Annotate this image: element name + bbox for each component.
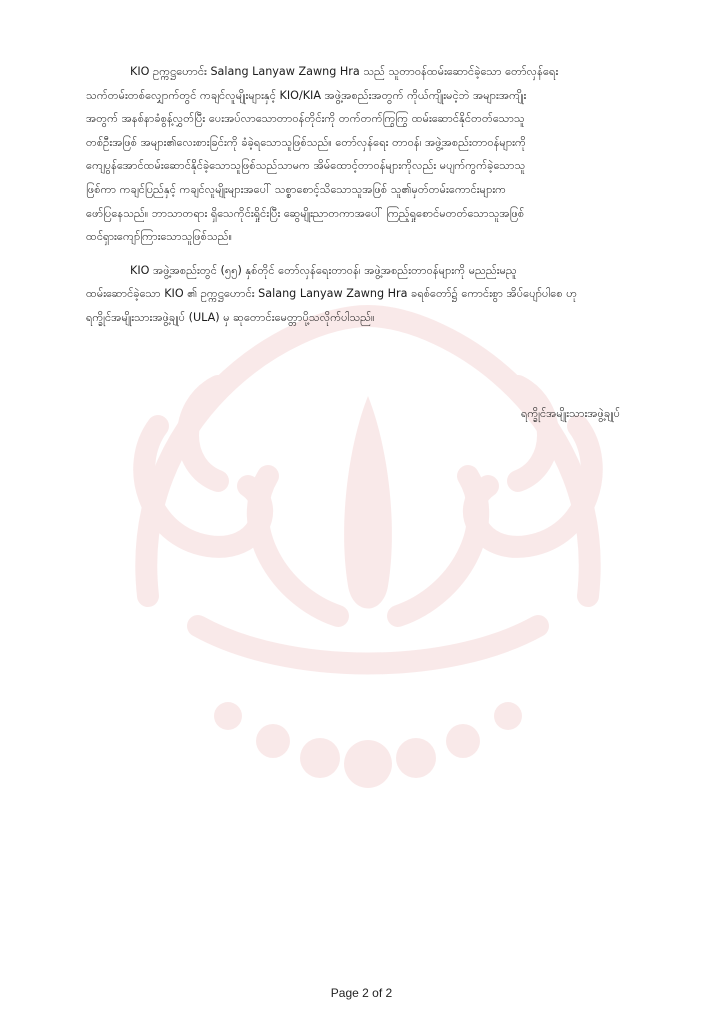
paragraph-condolence	[86, 259, 634, 330]
text-line: KIO အဖွဲ့အစည်းတွင် (၅၅) နှစ်တိုင် တော်လှန်ရေးတာဝန်၊ အဖွဲ့အစည်းတာဝန်များကို မညည်းမညူ	[130, 263, 517, 277]
text-line: သက်တမ်းတစ်လျှောက်တွင် ကချင်လူမျိုးများနှင့် KIO/KIA အဖွဲ့အစည်းအတွက် ကိုယ်ကျိုးမငဲ့ဘဲ အများအကျိုး	[86, 88, 527, 102]
text-line: တစ်ဦးအဖြစ် အများ၏လေးစားခြင်းကို ခံခဲ့ရသောသူဖြစ်သည်။ တော်လှန်ရေး တာဝန်၊ အဖွဲ့အစည်းတာဝန်များကို	[86, 135, 526, 149]
paragraph-tribute	[86, 60, 634, 249]
letter-body	[86, 60, 634, 340]
text-line: ရက္ခိုင်အမျိုးသားအဖွဲ့ချုပ် (ULA) မှ ဆုတောင်းမေတ္တာပို့သလိုက်ပါသည်။	[86, 310, 375, 324]
text-line: KIO ဥက္ကဋ္ဌဟောင်း Salang Lanyaw Zawng Hra သည် သူတာဝန်ထမ်းဆောင်ခဲ့သော တော်လှန်ရေး	[130, 65, 559, 78]
text-line: ကျေပွန်အောင်ထမ်းဆောင်နိုင်ခဲ့သောသူဖြစ်သည်သာမက အိမ်ထောင့်တာဝန်များကိုလည်း မပျက်ကွက်ခဲ့သောသူ	[86, 159, 526, 173]
signature-org-name: ရက္ခိုင်အမျိုးသားအဖွဲ့ချုပ်	[520, 407, 620, 420]
text-line: အတွက် အနစ်နာခံစွန့်လွှတ်ပြီး ပေးအပ်လာသောတာဝန်တိုင်းကို တက်တက်ကြွကြွ ထမ်းဆောင်နိုင်တတ်သောသူ	[86, 112, 525, 126]
page-number: Page 2 of 2	[330, 986, 393, 1000]
ula-emblem-icon	[88, 296, 648, 796]
text-line: ထမ်းဆောင်ခဲ့သော KIO ၏ ဥက္ကဋ္ဌဟောင်း Salang Lanyaw Zawng Hra ခရစ်တော်၌ ကောင်းစွာ အိပ်ပျော်ပါစေ ဟု	[86, 287, 578, 301]
text-line: ဖော်ပြနေသည်။ ဘာသာတရား ရှိသေကိုင်းရှိုင်းပြီး ဆွေမျိုးညာတကာအပေါ် ကြည့်ရှုစောင်မတတ်သောသူအဖြစ်	[86, 206, 525, 220]
text-line: ထင်ရှားကျော်ကြားသောသူဖြစ်သည်။	[86, 230, 232, 244]
text-line: ဖြစ်ကာ ကချင်ပြည်နှင့် ကချင်လူမျိုးများအပေါ် သစ္စာစောင့်သိသောသူအဖြစ် သူ၏မှတ်တမ်းကောင်းများက	[86, 182, 507, 196]
